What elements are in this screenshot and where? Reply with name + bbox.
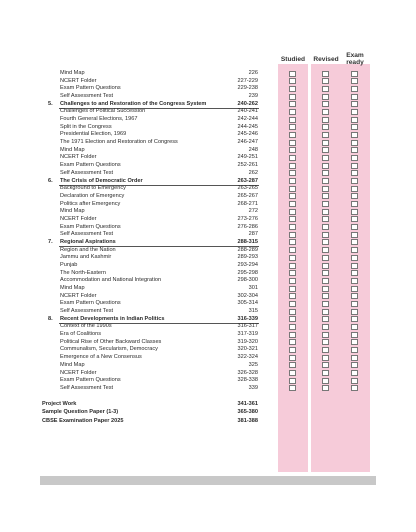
- exam-ready-checkbox[interactable]: [351, 216, 358, 222]
- revised-checkbox[interactable]: [322, 147, 329, 153]
- extra-title: Sample Question Paper (1-3): [42, 409, 119, 416]
- toc-row: [0, 170, 260, 177]
- revised-checkbox[interactable]: [322, 324, 329, 330]
- revised-checkbox[interactable]: [322, 86, 329, 92]
- exam-ready-checkbox[interactable]: [351, 155, 358, 161]
- page-range: 273-276: [237, 215, 258, 222]
- toc-row: [0, 93, 260, 100]
- toc-row: [0, 85, 260, 92]
- toc-row: [0, 339, 260, 346]
- revised-checkbox[interactable]: [322, 94, 329, 100]
- studied-checkbox[interactable]: [289, 201, 296, 207]
- toc-row: [0, 331, 260, 338]
- revised-checkbox[interactable]: [322, 278, 329, 284]
- toc-row: [0, 346, 260, 353]
- studied-checkbox[interactable]: [289, 278, 296, 284]
- exam-ready-checkbox[interactable]: [351, 224, 358, 230]
- page-range: 227-229: [237, 77, 258, 84]
- topic-title: Exam Pattern Questions: [60, 377, 121, 384]
- revised-checkbox[interactable]: [322, 78, 329, 84]
- toc-row: [0, 147, 260, 154]
- page-range: 272: [248, 208, 258, 215]
- topic-title: NCERT Folder: [60, 292, 97, 299]
- revised-checkbox[interactable]: [322, 224, 329, 230]
- studied-checkbox[interactable]: [289, 140, 296, 146]
- section-title: The Crisis of Democratic Order: [60, 177, 143, 184]
- exam-ready-checkbox[interactable]: [351, 201, 358, 207]
- revised-checkbox[interactable]: [322, 178, 329, 184]
- revised-checkbox[interactable]: [322, 109, 329, 115]
- extra-title: CBSE Examination Paper 2025: [42, 417, 124, 424]
- page-range: 298-300: [237, 277, 258, 284]
- studied-checkbox[interactable]: [289, 309, 296, 315]
- studied-checkbox[interactable]: [289, 155, 296, 161]
- revised-checkbox[interactable]: [322, 339, 329, 345]
- studied-checkbox[interactable]: [289, 71, 296, 77]
- topic-title: Mind Map: [60, 285, 85, 292]
- topic-title: Jammu and Kashmir: [60, 254, 112, 261]
- topic-title: Challenges of Political Succession: [60, 108, 146, 115]
- toc-row: [0, 70, 260, 77]
- revised-checkbox[interactable]: [322, 293, 329, 299]
- studied-checkbox[interactable]: [289, 94, 296, 100]
- page-range: 240-262: [237, 100, 258, 107]
- toc-row: [0, 362, 260, 369]
- toc-row: [0, 224, 260, 231]
- exam-ready-checkbox[interactable]: [351, 117, 358, 123]
- studied-checkbox[interactable]: [289, 270, 296, 276]
- topic-title: Mind Map: [60, 70, 85, 76]
- toc-row: [0, 300, 260, 307]
- exam-ready-checkbox[interactable]: [351, 132, 358, 138]
- exam-ready-checkbox[interactable]: [351, 178, 358, 184]
- topic-title: Emergence of a New Consensus: [60, 354, 142, 361]
- toc-row: [0, 308, 260, 315]
- page-range: 244-245: [237, 123, 258, 130]
- page-range: 295-298: [237, 269, 258, 276]
- revised-checkbox[interactable]: [322, 124, 329, 130]
- topic-title: NCERT Folder: [60, 77, 97, 84]
- revised-checkbox[interactable]: [322, 71, 329, 77]
- exam-ready-checkbox[interactable]: [351, 362, 358, 368]
- page-range: 319-320: [237, 338, 258, 345]
- toc-row: [0, 116, 260, 123]
- studied-checkbox[interactable]: [289, 316, 296, 322]
- studied-checkbox[interactable]: [289, 132, 296, 138]
- page-range: 316-339: [237, 315, 258, 322]
- revised-checkbox[interactable]: [322, 355, 329, 361]
- page-range: 302-304: [237, 292, 258, 299]
- topic-title: The North-Eastern: [60, 269, 107, 276]
- toc-row: [0, 185, 260, 192]
- studied-checkbox[interactable]: [289, 293, 296, 299]
- toc-row: [0, 385, 260, 392]
- page-range: 242-244: [237, 116, 258, 123]
- toc-row: [0, 131, 260, 138]
- topic-title: Background to Emergency: [60, 185, 126, 192]
- topic-title: Mind Map: [60, 361, 85, 368]
- topic-title: NCERT Folder: [60, 154, 97, 161]
- page-range: 341-361: [237, 400, 258, 407]
- exam-ready-checkbox[interactable]: [351, 278, 358, 284]
- toc-section-row: [0, 101, 260, 108]
- topic-title: Exam Pattern Questions: [60, 162, 121, 169]
- toc-row: [0, 370, 260, 377]
- studied-checkbox[interactable]: [289, 362, 296, 368]
- studied-checkbox[interactable]: [289, 216, 296, 222]
- exam-ready-checkbox[interactable]: [351, 270, 358, 276]
- page-range: 315: [248, 308, 258, 315]
- page-range: 305-314: [237, 300, 258, 307]
- toc-row: [0, 231, 260, 238]
- toc-row: [0, 277, 260, 284]
- studied-checkbox[interactable]: [289, 232, 296, 238]
- exam-ready-checkbox[interactable]: [351, 263, 358, 269]
- toc-row: [0, 108, 260, 115]
- exam-ready-checkbox[interactable]: [351, 94, 358, 100]
- page-range: 239: [248, 93, 258, 100]
- revised-checkbox[interactable]: [322, 216, 329, 222]
- studied-checkbox[interactable]: [289, 263, 296, 269]
- exam-ready-checkbox[interactable]: [351, 170, 358, 176]
- studied-checkbox[interactable]: [289, 286, 296, 292]
- toc-row: [0, 124, 260, 131]
- page-range: 288-315: [237, 238, 258, 245]
- topic-title: Mind Map: [60, 146, 85, 153]
- section-number: 8.: [48, 315, 53, 322]
- topic-title: Exam Pattern Questions: [60, 85, 121, 92]
- revised-checkbox[interactable]: [322, 301, 329, 307]
- studied-checkbox[interactable]: [289, 209, 296, 215]
- page-range: 262: [248, 169, 258, 176]
- revised-checkbox[interactable]: [322, 132, 329, 138]
- revised-checkbox[interactable]: [322, 232, 329, 238]
- studied-checkbox[interactable]: [289, 255, 296, 261]
- exam-ready-checkbox[interactable]: [351, 347, 358, 353]
- topic-title: Region and the Nation: [60, 246, 116, 253]
- exam-ready-checkbox[interactable]: [351, 355, 358, 361]
- page-range: 339: [248, 384, 258, 391]
- studied-checkbox[interactable]: [289, 147, 296, 153]
- topic-title: Accommodation and National Integration: [60, 277, 162, 284]
- studied-checkbox[interactable]: [289, 186, 296, 192]
- topic-title: The 1971 Election and Restoration of Congress: [60, 139, 178, 146]
- studied-checkbox[interactable]: [289, 385, 296, 391]
- studied-checkbox[interactable]: [289, 301, 296, 307]
- page-range: 248: [248, 146, 258, 153]
- section-title: Regional Aspirations: [60, 238, 116, 245]
- topic-title: Split in the Congress: [60, 123, 112, 130]
- toc-row: [0, 377, 260, 384]
- toc-section-row: [0, 178, 260, 185]
- exam-ready-checkbox[interactable]: [351, 78, 358, 84]
- page-range: 293-294: [237, 262, 258, 268]
- toc-extra-row: [0, 401, 260, 408]
- exam-ready-header: Exam ready: [346, 52, 364, 66]
- studied-checkbox[interactable]: [289, 324, 296, 330]
- revised-checkbox[interactable]: [322, 378, 329, 384]
- revised-checkbox[interactable]: [322, 247, 329, 253]
- exam-ready-checkbox[interactable]: [351, 86, 358, 92]
- page-range: 288-289: [237, 246, 258, 253]
- exam-ready-checkbox[interactable]: [351, 239, 358, 245]
- page-range: 263-287: [237, 177, 258, 184]
- studied-checkbox[interactable]: [289, 239, 296, 245]
- toc-row: [0, 293, 260, 300]
- page-range: 276-286: [237, 223, 258, 230]
- revised-checkbox[interactable]: [322, 263, 329, 269]
- revised-checkbox[interactable]: [322, 370, 329, 376]
- revised-checkbox[interactable]: [322, 347, 329, 353]
- section-number: 7.: [48, 238, 53, 245]
- page-range: 325: [248, 361, 258, 368]
- revised-checkbox[interactable]: [322, 332, 329, 338]
- studied-checkbox[interactable]: [289, 170, 296, 176]
- page-range: 263-265: [237, 185, 258, 192]
- exam-ready-checkbox[interactable]: [351, 247, 358, 253]
- toc-row: [0, 323, 260, 330]
- exam-ready-checkbox[interactable]: [351, 193, 358, 199]
- page-range: 320-321: [237, 346, 258, 353]
- revised-checkbox[interactable]: [322, 163, 329, 169]
- topic-title: Political Rise of Other Backward Classes: [60, 338, 162, 345]
- studied-checkbox[interactable]: [289, 78, 296, 84]
- toc-row: [0, 201, 260, 208]
- revised-checkbox[interactable]: [322, 270, 329, 276]
- toc-extra-row: [0, 409, 260, 416]
- studied-checkbox[interactable]: [289, 178, 296, 184]
- topic-title: Self Assessment Test: [60, 231, 114, 238]
- page-range: 240-241: [237, 108, 258, 115]
- studied-checkbox[interactable]: [289, 101, 296, 107]
- page-range: 301: [248, 285, 258, 292]
- toc-row: [0, 254, 260, 261]
- section-number: 5.: [48, 100, 53, 107]
- toc-row: [0, 162, 260, 169]
- topic-title: NCERT Folder: [60, 215, 97, 222]
- page-range: 246-247: [237, 139, 258, 146]
- revised-checkbox[interactable]: [322, 140, 329, 146]
- studied-checkbox[interactable]: [289, 193, 296, 199]
- studied-header: Studied: [280, 56, 306, 63]
- page-range: 322-324: [237, 354, 258, 361]
- revised-checkbox[interactable]: [322, 309, 329, 315]
- page-range: 381-388: [237, 417, 258, 424]
- revised-checkbox[interactable]: [322, 286, 329, 292]
- revised-checkbox[interactable]: [322, 255, 329, 261]
- studied-checkbox[interactable]: [289, 163, 296, 169]
- topic-title: Punjab: [60, 262, 78, 268]
- exam-ready-checkbox[interactable]: [351, 186, 358, 192]
- studied-checkbox[interactable]: [289, 86, 296, 92]
- exam-ready-checkbox[interactable]: [351, 339, 358, 345]
- page-range: 252-261: [237, 162, 258, 169]
- toc-row: [0, 354, 260, 361]
- page-range: 245-246: [237, 131, 258, 138]
- toc-row: [0, 78, 260, 85]
- exam-ready-checkbox[interactable]: [351, 71, 358, 77]
- page-range: 316-317: [237, 323, 258, 330]
- exam-ready-checkbox[interactable]: [351, 109, 358, 115]
- toc-row: [0, 193, 260, 200]
- toc-section-row: [0, 239, 260, 246]
- studied-checkbox[interactable]: [289, 224, 296, 230]
- toc-row: [0, 262, 260, 269]
- exam-ready-checkbox[interactable]: [351, 101, 358, 107]
- toc-row: [0, 216, 260, 223]
- exam-ready-checkbox[interactable]: [351, 209, 358, 215]
- revised-checkbox[interactable]: [322, 117, 329, 123]
- page-range: 289-293: [237, 254, 258, 261]
- revised-checkbox[interactable]: [322, 385, 329, 391]
- exam-ready-checkbox[interactable]: [351, 232, 358, 238]
- topic-title: Fourth General Elections, 1967: [60, 116, 138, 123]
- studied-checkbox[interactable]: [289, 378, 296, 384]
- toc-extra-row: [0, 418, 260, 425]
- section-title: Recent Developments in Indian Politics: [60, 315, 165, 322]
- studied-checkbox[interactable]: [289, 347, 296, 353]
- footer-bar: [40, 476, 376, 485]
- revised-checkbox[interactable]: [322, 362, 329, 368]
- studied-checkbox[interactable]: [289, 332, 296, 338]
- exam-ready-checkbox[interactable]: [351, 378, 358, 384]
- topic-title: Declaration of Emergency: [60, 192, 125, 199]
- studied-checkbox[interactable]: [289, 109, 296, 115]
- revised-checkbox[interactable]: [322, 101, 329, 107]
- toc-row: [0, 154, 260, 161]
- exam-ready-checkbox[interactable]: [351, 385, 358, 391]
- exam-ready-checkbox[interactable]: [351, 309, 358, 315]
- toc-row: [0, 208, 260, 215]
- revised-checkbox[interactable]: [322, 239, 329, 245]
- toc-row: [0, 270, 260, 277]
- toc-row: [0, 139, 260, 146]
- topic-title: Context of the 1990s: [60, 323, 112, 330]
- page-range: 326-328: [237, 369, 258, 376]
- section-number: 6.: [48, 177, 53, 184]
- exam-ready-checkbox[interactable]: [351, 370, 358, 376]
- topic-title: Era of Coalitions: [60, 331, 102, 338]
- exam-ready-checkbox[interactable]: [351, 324, 358, 330]
- studied-checkbox[interactable]: [289, 117, 296, 123]
- topic-title: Self Assessment Test: [60, 169, 114, 176]
- exam-ready-checkbox[interactable]: [351, 286, 358, 292]
- exam-ready-checkbox[interactable]: [351, 301, 358, 307]
- topic-title: Mind Map: [60, 208, 85, 215]
- section-title: Challenges to and Restoration of the Congress System: [60, 100, 207, 107]
- revised-checkbox[interactable]: [322, 201, 329, 207]
- revised-checkbox[interactable]: [322, 316, 329, 322]
- studied-checkbox[interactable]: [289, 247, 296, 253]
- exam-ready-checkbox[interactable]: [351, 124, 358, 130]
- page-range: 268-271: [237, 200, 258, 207]
- revised-checkbox[interactable]: [322, 170, 329, 176]
- topic-title: Self Assessment Test: [60, 93, 114, 100]
- exam-ready-checkbox[interactable]: [351, 163, 358, 169]
- page-range: 328-338: [237, 377, 258, 384]
- topic-title: Politics after Emergency: [60, 200, 121, 207]
- revised-checkbox[interactable]: [322, 193, 329, 199]
- exam-ready-checkbox[interactable]: [351, 255, 358, 261]
- topic-title: Exam Pattern Questions: [60, 300, 121, 307]
- page-range: 287: [248, 231, 258, 238]
- topic-title: Presidential Election, 1969: [60, 131, 127, 138]
- exam-ready-checkbox[interactable]: [351, 140, 358, 146]
- page-range: 226: [248, 70, 258, 76]
- exam-ready-checkbox[interactable]: [351, 293, 358, 299]
- topic-title: Self Assessment Test: [60, 384, 114, 391]
- revised-header: Revised: [313, 56, 339, 63]
- studied-checkbox[interactable]: [289, 124, 296, 130]
- toc-section-row: [0, 316, 260, 323]
- page-range: 229-238: [237, 85, 258, 92]
- page-range: 249-251: [237, 154, 258, 161]
- topic-title: Self Assessment Test: [60, 308, 114, 315]
- exam-ready-checkbox[interactable]: [351, 332, 358, 338]
- topic-title: Communalism, Secularism, Democracy: [60, 346, 158, 353]
- studied-checkbox[interactable]: [289, 370, 296, 376]
- topic-title: NCERT Folder: [60, 369, 97, 376]
- revised-checkbox[interactable]: [322, 186, 329, 192]
- exam-ready-checkbox[interactable]: [351, 147, 358, 153]
- page-range: 317-319: [237, 331, 258, 338]
- revised-checkbox[interactable]: [322, 155, 329, 161]
- toc-row: [0, 285, 260, 292]
- exam-ready-checkbox[interactable]: [351, 316, 358, 322]
- studied-checkbox[interactable]: [289, 339, 296, 345]
- topic-title: Exam Pattern Questions: [60, 223, 121, 230]
- extra-title: Project Work: [42, 400, 77, 407]
- page-range: 265-267: [237, 192, 258, 199]
- toc-row: [0, 247, 260, 254]
- page-range: 365-380: [237, 409, 258, 416]
- studied-checkbox[interactable]: [289, 355, 296, 361]
- revised-checkbox[interactable]: [322, 209, 329, 215]
